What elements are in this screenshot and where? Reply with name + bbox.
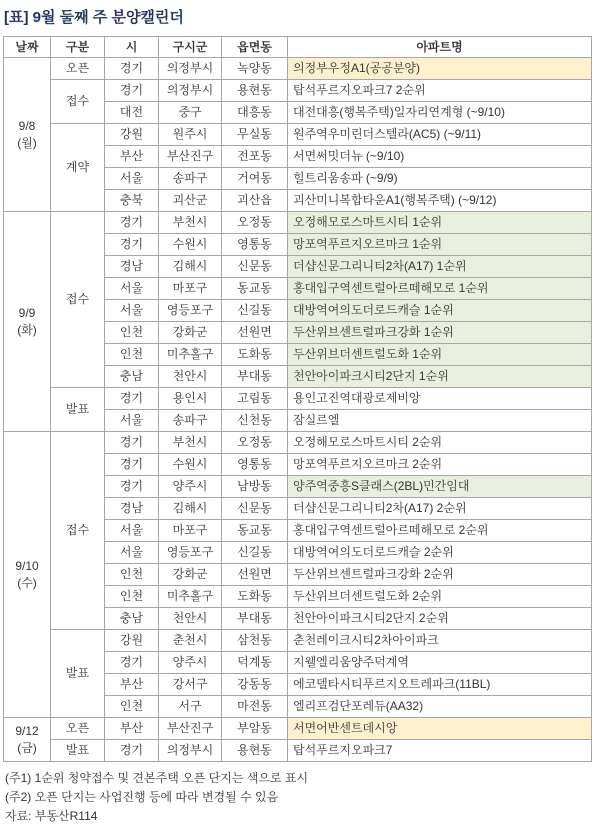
header-district: 구시군 [159, 37, 222, 58]
town-cell: 신천동 [222, 410, 288, 432]
apartment-cell: 오정해모로스마트시티 2순위 [288, 432, 592, 454]
district-cell: 춘천시 [159, 630, 222, 652]
province-cell: 인천 [105, 586, 159, 608]
town-cell: 부암동 [222, 718, 288, 740]
date-cell: 9/10 (수) [4, 432, 51, 718]
town-cell: 고림동 [222, 388, 288, 410]
district-cell: 부천시 [159, 212, 222, 234]
town-cell: 영통동 [222, 234, 288, 256]
district-cell: 의정부시 [159, 58, 222, 80]
category-cell: 접수 [51, 212, 105, 388]
district-cell: 수원시 [159, 454, 222, 476]
table-row [4, 718, 592, 740]
province-cell: 경기 [105, 476, 159, 498]
province-cell: 경기 [105, 58, 159, 80]
apartment-cell: 탑석푸르지오파크7 2순위 [288, 80, 592, 102]
town-cell: 용현동 [222, 740, 288, 762]
town-cell: 강동동 [222, 674, 288, 696]
apartment-cell: 더샵신문그리니티2차(A17) 1순위 [288, 256, 592, 278]
header-date: 날짜 [4, 37, 51, 58]
apartment-cell: 잠실르엘 [288, 410, 592, 432]
table-row [4, 432, 592, 454]
district-cell: 미추홀구 [159, 344, 222, 366]
town-cell: 선원면 [222, 564, 288, 586]
province-cell: 서울 [105, 278, 159, 300]
province-cell: 경기 [105, 454, 159, 476]
table-row [4, 740, 592, 762]
apartment-cell: 원주역우미린더스텔라(AC5) (~9/11) [288, 124, 592, 146]
date-cell: 9/8 (월) [4, 58, 51, 212]
date-cell: 9/12 (금) [4, 718, 51, 762]
province-cell: 인천 [105, 564, 159, 586]
district-cell: 원주시 [159, 124, 222, 146]
apartment-cell: 망포역푸르지오르마크 2순위 [288, 454, 592, 476]
apartment-cell: 에코델타시티푸르지오트레파크(11BL) [288, 674, 592, 696]
province-cell: 부산 [105, 718, 159, 740]
district-cell: 영등포구 [159, 300, 222, 322]
town-cell: 마전동 [222, 696, 288, 718]
district-cell: 송파구 [159, 410, 222, 432]
apartment-cell: 탑석푸르지오파크7 [288, 740, 592, 762]
province-cell: 충남 [105, 608, 159, 630]
province-cell: 서울 [105, 410, 159, 432]
town-cell: 오정동 [222, 212, 288, 234]
apartment-cell: 망포역푸르지오르마크 1순위 [288, 234, 592, 256]
apartment-cell: 힐트리움송파 (~9/9) [288, 168, 592, 190]
district-cell: 천안시 [159, 366, 222, 388]
category-cell: 계약 [51, 124, 105, 212]
table-row [4, 212, 592, 234]
town-cell: 신문동 [222, 256, 288, 278]
district-cell: 송파구 [159, 168, 222, 190]
district-cell: 마포구 [159, 278, 222, 300]
town-cell: 전포동 [222, 146, 288, 168]
district-cell: 의정부시 [159, 740, 222, 762]
apartment-cell: 의정부우정A1(공공분양) [288, 58, 592, 80]
table-row [4, 630, 592, 652]
province-cell: 충남 [105, 366, 159, 388]
apartment-cell: 두산위브센트럴파크강화 1순위 [288, 322, 592, 344]
apartment-cell: 서면어반센트데시앙 [288, 718, 592, 740]
district-cell: 부산진구 [159, 718, 222, 740]
page-title: [표] 9월 둘째 주 분양캘린더 [4, 9, 184, 26]
town-cell: 선원면 [222, 322, 288, 344]
district-cell: 부산진구 [159, 146, 222, 168]
district-cell: 강서구 [159, 674, 222, 696]
town-cell: 괴산읍 [222, 190, 288, 212]
district-cell: 김해시 [159, 498, 222, 520]
province-cell: 경남 [105, 256, 159, 278]
province-cell: 충북 [105, 190, 159, 212]
province-cell: 경기 [105, 388, 159, 410]
district-cell: 양주시 [159, 652, 222, 674]
apartment-cell: 괴산미니복합타운A1(행복주택) (~9/12) [288, 190, 592, 212]
province-cell: 서울 [105, 168, 159, 190]
category-cell: 오픈 [51, 718, 105, 740]
province-cell: 경기 [105, 740, 159, 762]
category-cell: 접수 [51, 432, 105, 630]
town-cell: 삼천동 [222, 630, 288, 652]
category-cell: 발표 [51, 630, 105, 718]
district-cell: 강화군 [159, 564, 222, 586]
province-cell: 대전 [105, 102, 159, 124]
apartment-cell: 지웰엘리움양주덕계역 [288, 652, 592, 674]
town-cell: 영통동 [222, 454, 288, 476]
district-cell: 괴산군 [159, 190, 222, 212]
district-cell: 용인시 [159, 388, 222, 410]
town-cell: 도화동 [222, 586, 288, 608]
province-cell: 경기 [105, 432, 159, 454]
town-cell: 덕계동 [222, 652, 288, 674]
apartment-cell: 홍대입구역센트럴아르떼해모로 2순위 [288, 520, 592, 542]
header-apartment: 아파트명 [288, 37, 592, 58]
apartment-cell: 대전대흥(행복주택)일자리연계형 (~9/10) [288, 102, 592, 124]
town-cell: 동교동 [222, 520, 288, 542]
town-cell: 무실동 [222, 124, 288, 146]
category-cell: 접수 [51, 80, 105, 124]
town-cell: 동교동 [222, 278, 288, 300]
town-cell: 녹양동 [222, 58, 288, 80]
district-cell: 강화군 [159, 322, 222, 344]
category-cell: 오픈 [51, 58, 105, 80]
district-cell: 중구 [159, 102, 222, 124]
footnote-2: (주2) 오픈 단지는 사업진행 등에 따라 변경될 수 있음 [5, 790, 279, 804]
apartment-cell: 두산위브더센트럴도화 1순위 [288, 344, 592, 366]
province-cell: 서울 [105, 520, 159, 542]
province-cell: 인천 [105, 322, 159, 344]
apartment-cell: 홍대입구역센트럴아르떼해모로 1순위 [288, 278, 592, 300]
district-cell: 마포구 [159, 520, 222, 542]
province-cell: 경기 [105, 212, 159, 234]
district-cell: 미추홀구 [159, 586, 222, 608]
town-cell: 남방동 [222, 476, 288, 498]
header-category: 구분 [51, 37, 105, 58]
district-cell: 김해시 [159, 256, 222, 278]
header-town: 읍면동 [222, 37, 288, 58]
apartment-cell: 양주역중흥S클래스(2BL)민간임대 [288, 476, 592, 498]
apartment-cell: 두산위브센트럴파크강화 2순위 [288, 564, 592, 586]
apartment-cell: 용인고진역대광로제비앙 [288, 388, 592, 410]
footnotes [5, 769, 600, 826]
province-cell: 강원 [105, 630, 159, 652]
district-cell: 영등포구 [159, 542, 222, 564]
calendar-table-body [4, 58, 592, 762]
apartment-cell: 더샵신문그리니티2차(A17) 2순위 [288, 498, 592, 520]
district-cell: 부천시 [159, 432, 222, 454]
subscription-calendar-table [3, 36, 592, 762]
province-cell: 부산 [105, 674, 159, 696]
source-note: 자료: 부동산R114 [5, 809, 98, 823]
apartment-cell: 두산위브더센트럴도화 2순위 [288, 586, 592, 608]
table-row [4, 80, 592, 102]
category-cell: 발표 [51, 388, 105, 432]
apartment-cell: 대방역여의도더로드캐슬 2순위 [288, 542, 592, 564]
town-cell: 신길동 [222, 300, 288, 322]
table-row [4, 58, 592, 80]
province-cell: 서울 [105, 542, 159, 564]
town-cell: 거여동 [222, 168, 288, 190]
district-cell: 양주시 [159, 476, 222, 498]
province-cell: 경남 [105, 498, 159, 520]
apartment-cell: 엘리프검단포레듀(AA32) [288, 696, 592, 718]
town-cell: 오정동 [222, 432, 288, 454]
province-cell: 경기 [105, 80, 159, 102]
date-cell: 9/9 (화) [4, 212, 51, 432]
apartment-cell: 대방역여의도더로드캐슬 1순위 [288, 300, 592, 322]
category-cell: 발표 [51, 740, 105, 762]
apartment-cell: 천안아이파크시티2단지 1순위 [288, 366, 592, 388]
province-cell: 인천 [105, 344, 159, 366]
table-row [4, 124, 592, 146]
town-cell: 도화동 [222, 344, 288, 366]
district-cell: 서구 [159, 696, 222, 718]
apartment-cell: 오정해모로스마트시티 1순위 [288, 212, 592, 234]
district-cell: 의정부시 [159, 80, 222, 102]
district-cell: 천안시 [159, 608, 222, 630]
town-cell: 대흥동 [222, 102, 288, 124]
apartment-cell: 천안아이파크시티2단지 2순위 [288, 608, 592, 630]
apartment-cell: 춘천레이크시티2차아이파크 [288, 630, 592, 652]
province-cell: 인천 [105, 696, 159, 718]
footnote-1: (주1) 1순위 청약접수 및 견본주택 오픈 단지는 색으로 표시 [5, 771, 309, 785]
province-cell: 서울 [105, 300, 159, 322]
table-row [4, 388, 592, 410]
town-cell: 부대동 [222, 608, 288, 630]
apartment-cell: 서면써밋더뉴 (~9/10) [288, 146, 592, 168]
province-cell: 경기 [105, 234, 159, 256]
town-cell: 용현동 [222, 80, 288, 102]
header-province: 시 [105, 37, 159, 58]
header-row [4, 37, 592, 58]
province-cell: 경기 [105, 652, 159, 674]
town-cell: 신문동 [222, 498, 288, 520]
town-cell: 신길동 [222, 542, 288, 564]
district-cell: 수원시 [159, 234, 222, 256]
province-cell: 부산 [105, 146, 159, 168]
province-cell: 강원 [105, 124, 159, 146]
town-cell: 부대동 [222, 366, 288, 388]
